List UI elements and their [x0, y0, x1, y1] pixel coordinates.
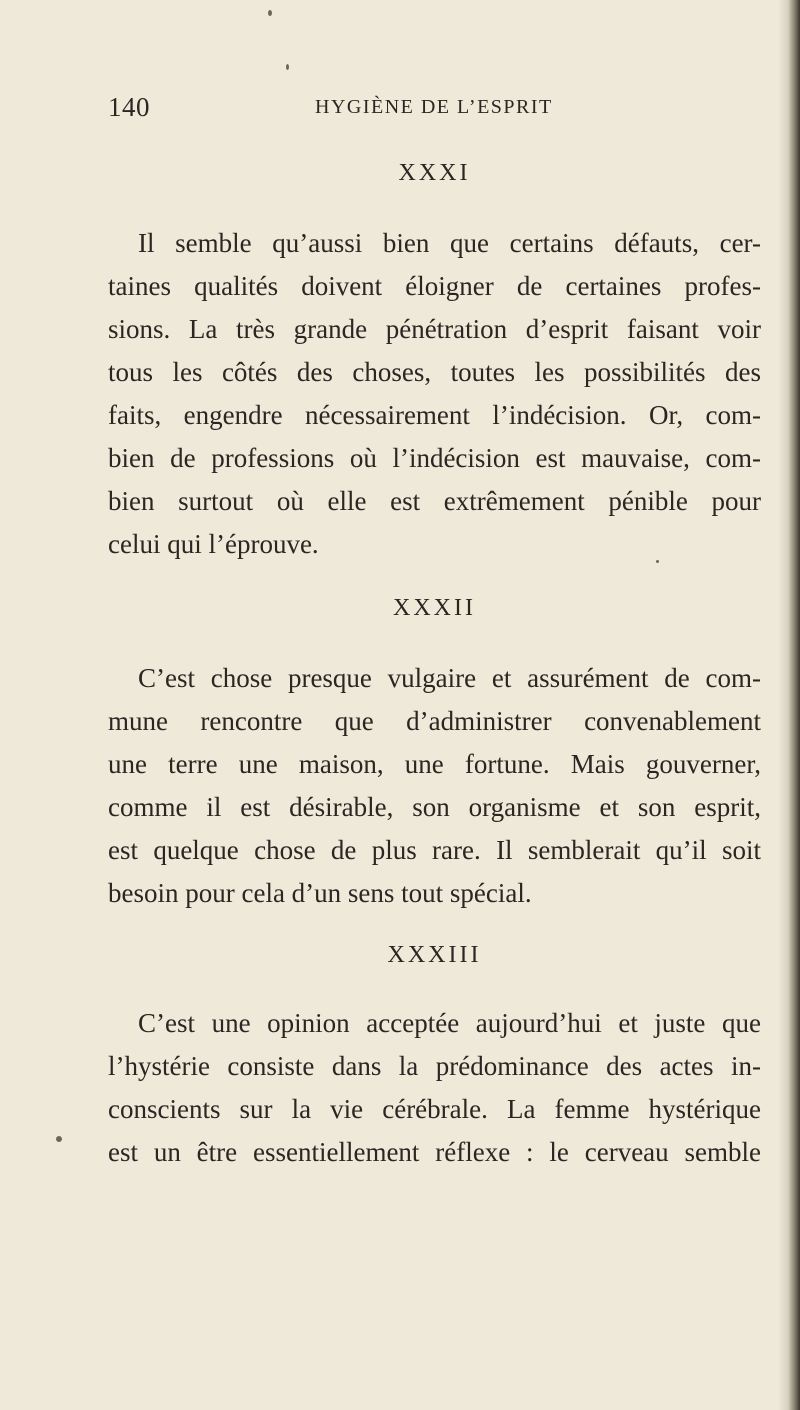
section-heading-xxxii: XXXII — [393, 595, 476, 621]
page-number: 140 — [108, 92, 150, 122]
page-edge-shadow — [778, 0, 800, 1410]
paragraph-line: sions. La très grande pénétration d’esprit faisant voir — [108, 314, 761, 344]
paragraph-line: faits, engendre nécessairement l’indécision. Or, com- — [108, 400, 761, 430]
section-heading-xxxi: XXXI — [398, 160, 471, 186]
paragraph-line: une terre une maison, une fortune. Mais gouverner, — [108, 749, 761, 779]
paragraph-line: taines qualités doivent éloigner de certaines profes- — [108, 271, 761, 301]
running-title: HYGIÈNE DE L’ESPRIT — [315, 96, 553, 118]
paragraph-line: C’est chose presque vulgaire et assurément de com- — [138, 663, 761, 693]
running-header — [108, 92, 748, 126]
paragraph-line: l’hystérie consiste dans la prédominance des actes in- — [108, 1051, 761, 1081]
paragraph-line: bien de professions où l’indécision est mauvaise, com- — [108, 443, 761, 473]
paper-speck — [56, 1136, 62, 1142]
section-heading-xxxiii: XXXIII — [387, 942, 482, 968]
paragraph-line: bien surtout où elle est extrêmement pénible pour — [108, 486, 761, 516]
paragraph-line: comme il est désirable, son organisme et son esprit, — [108, 792, 761, 822]
paper-speck — [656, 560, 659, 563]
paragraph-line: C’est une opinion acceptée aujourd’hui et juste que — [138, 1008, 761, 1038]
paper-speck — [286, 64, 289, 70]
paragraph-line: est un être essentiellement réflexe : le cerveau semble — [108, 1137, 761, 1167]
paragraph-line: Il semble qu’aussi bien que certains défauts, cer- — [138, 228, 761, 258]
paragraph-line: tous les côtés des choses, toutes les possibilités des — [108, 357, 761, 387]
paragraph-line: besoin pour cela d’un sens tout spécial. — [108, 878, 532, 908]
paragraph-line: mune rencontre que d’administrer convenablement — [108, 706, 761, 736]
paper-speck — [268, 10, 272, 16]
paragraph-line: conscients sur la vie cérébrale. La femme hystérique — [108, 1094, 761, 1124]
paragraph-line: est quelque chose de plus rare. Il semblerait qu’il soit — [108, 835, 761, 865]
paragraph-line: celui qui l’éprouve. — [108, 529, 319, 559]
